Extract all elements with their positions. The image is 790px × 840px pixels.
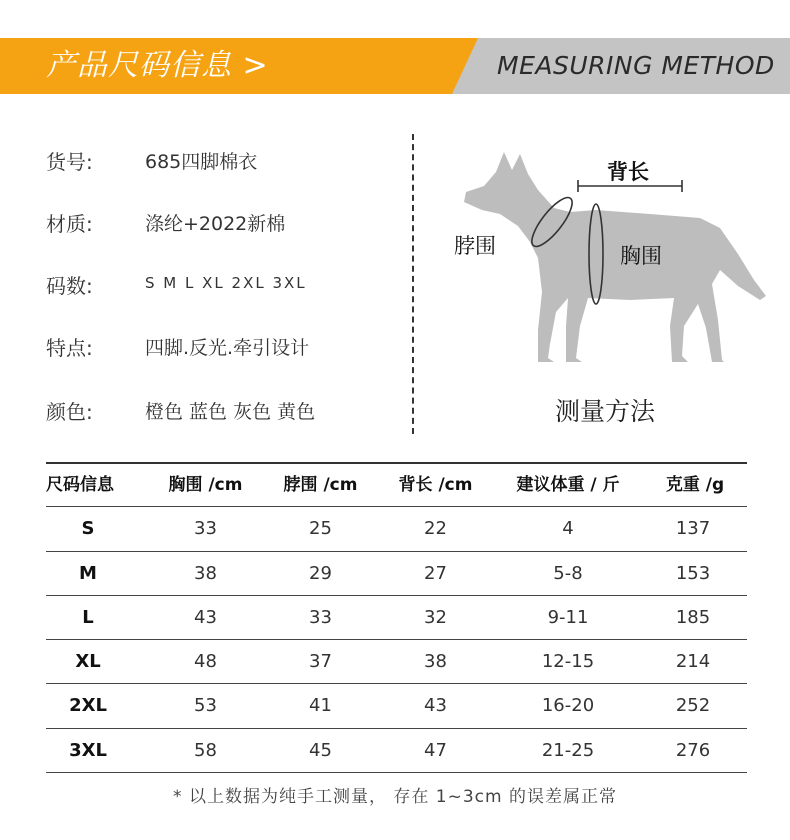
size-cell: S <box>81 518 95 539</box>
vertical-divider <box>412 134 414 434</box>
spec-label-colors: 颜色: <box>46 400 93 424</box>
size-cell: M <box>79 563 97 584</box>
weight-cell: 12-15 <box>541 651 595 672</box>
spec-value-colors: 橙色 蓝色 灰色 黄色 <box>145 401 316 423</box>
back-cell: 47 <box>424 740 447 761</box>
neck-cell: 29 <box>309 563 332 584</box>
table-bottom-rule <box>46 772 747 773</box>
neck-girth-label: 脖围 <box>454 234 496 258</box>
chest-cell: 38 <box>194 563 217 584</box>
gram-cell: 137 <box>675 518 711 539</box>
header-banner <box>0 38 790 94</box>
weight-cell: 9-11 <box>547 607 589 628</box>
header-back: 背长 /cm <box>398 475 473 495</box>
neck-cell: 25 <box>309 518 332 539</box>
gram-cell: 214 <box>675 651 711 672</box>
size-cell: L <box>82 607 94 628</box>
header-size: 尺码信息 <box>46 475 114 495</box>
chest-cell: 33 <box>194 518 217 539</box>
gram-cell: 153 <box>675 563 711 584</box>
back-cell: 43 <box>424 695 447 716</box>
weight-cell: 5-8 <box>553 563 583 584</box>
back-cell: 32 <box>424 607 447 628</box>
header-chest: 胸围 /cm <box>168 475 243 495</box>
chest-cell: 58 <box>194 740 217 761</box>
spec-value-material: 涤纶+2022新棉 <box>145 213 286 235</box>
gram-cell: 276 <box>675 740 711 761</box>
back-length-label: 背长 <box>607 160 649 184</box>
weight-cell: 4 <box>562 518 574 539</box>
size-cell: XL <box>75 651 101 672</box>
size-cell: 2XL <box>69 695 107 716</box>
neck-cell: 41 <box>309 695 332 716</box>
weight-cell: 16-20 <box>541 695 595 716</box>
back-cell: 22 <box>424 518 447 539</box>
chest-cell: 53 <box>194 695 217 716</box>
back-cell: 38 <box>424 651 447 672</box>
gram-cell: 185 <box>675 607 711 628</box>
chest-girth-label: 胸围 <box>620 244 662 268</box>
chest-cell: 43 <box>194 607 217 628</box>
spec-label-item-no: 货号: <box>46 150 93 174</box>
spec-value-item-no: 685四脚棉衣 <box>145 151 258 173</box>
spec-label-features: 特点: <box>46 336 93 360</box>
neck-cell: 33 <box>309 607 332 628</box>
neck-cell: 45 <box>309 740 332 761</box>
measuring-method-title: MEASURING METHOD <box>497 51 775 80</box>
header-weight: 建议体重 / 斤 <box>516 475 620 495</box>
spec-label-material: 材质: <box>46 212 93 236</box>
measuring-method-caption: 测量方法 <box>555 397 656 426</box>
back-cell: 27 <box>424 563 447 584</box>
section-title: 产品尺码信息 > <box>46 48 269 83</box>
chest-cell: 48 <box>194 651 217 672</box>
neck-cell: 37 <box>309 651 332 672</box>
measurement-footnote: * 以上数据为纯手工测量， 存在 1~3cm 的误差属正常 <box>173 787 617 807</box>
spec-value-features: 四脚.反光.牵引设计 <box>145 337 310 359</box>
dog-silhouette-icon <box>420 130 780 430</box>
size-cell: 3XL <box>69 740 107 761</box>
gram-cell: 252 <box>675 695 711 716</box>
spec-label-sizes: 码数: <box>46 274 93 298</box>
spec-value-sizes: S M L XL 2XL 3XL <box>145 274 307 292</box>
header-gram: 克重 /g <box>665 475 725 495</box>
weight-cell: 21-25 <box>541 740 595 761</box>
header-neck: 脖围 /cm <box>283 475 358 495</box>
